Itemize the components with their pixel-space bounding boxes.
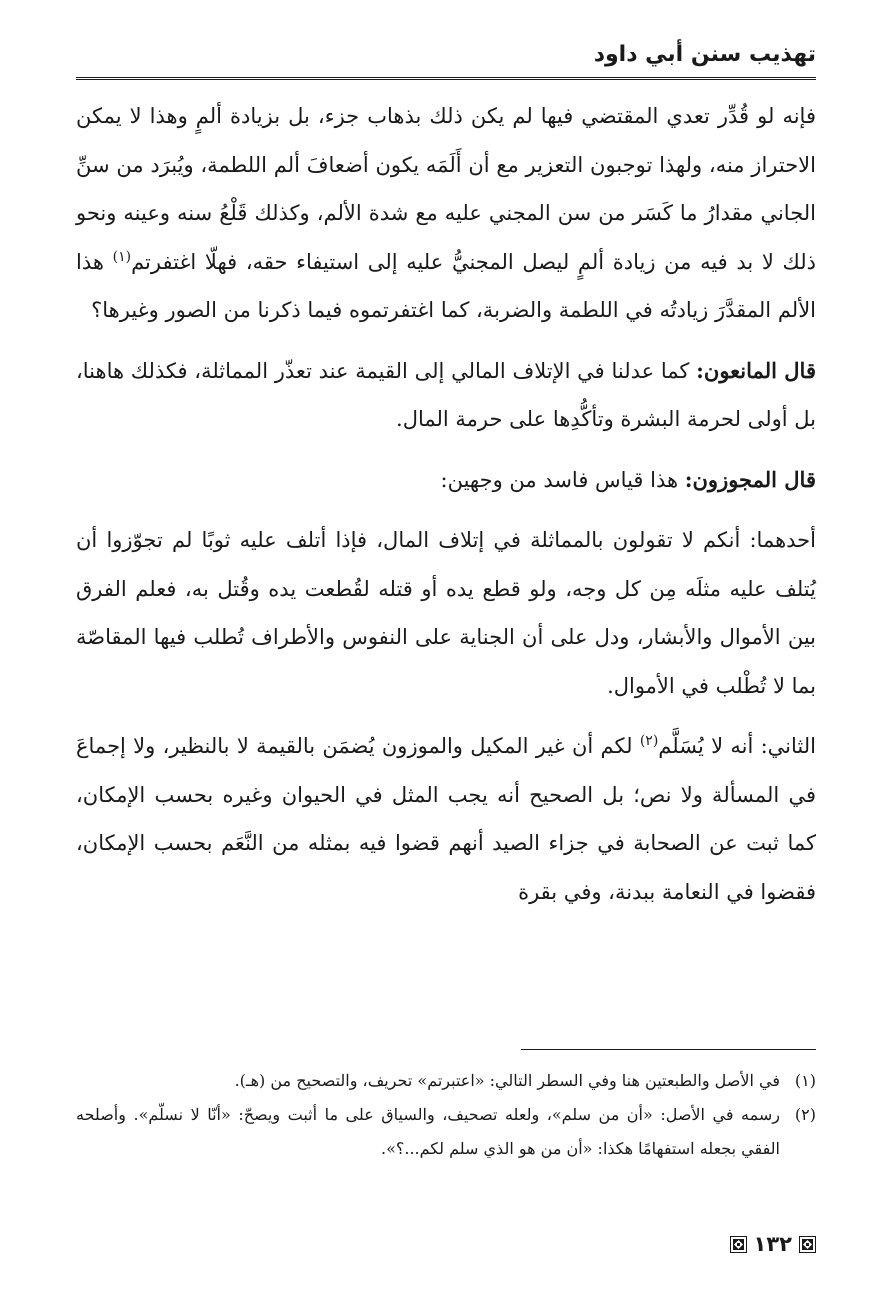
footnote-1: [76, 1064, 816, 1098]
paragraph-1-text: فإنه لو قُدِّر تعدي المقتضي فيها لم يكن ذلك بذهاب جزء، بل بزيادة ألمٍ وهذا لا يمكن الاحتراز منه، ولهذا توجبون التعزير مع أن أَلَمَه يكون أضعافَ ألم اللطمة، ويُبرَد من سنِّ الجاني مقدارُ ما كَسَر من سن المجني عليه مع شدة الألم، وكذلك قَلْعُ سنه وعينه ونحو ذلك لا بد فيه من زيادة ألمٍ ليصل المجنيُّ عليه إلى استيفاء حقه، فهلّا اغتفرتم: [76, 104, 817, 274]
ornament-icon: [799, 1236, 816, 1253]
footnote-divider: [521, 1049, 816, 1050]
paragraph-1-tail: هذا الألم المقدَّرَ زيادتُه في اللطمة والضربة، كما اغتفرتموه فيما ذكرنا من الصور وغيرها؟: [76, 249, 816, 322]
footnote-number: (٢): [794, 1105, 816, 1124]
paragraph-5-tail: لكم أن غير المكيل والموزون يُضمَن بالقيمة لا بالنظير، ولا إجماعَ في المسألة ولا نص؛ بل الصحيح أنه يجب المثل في الحيوان وغيره بحسب الإمكان، كما ثبت عن الصحابة في جزاء الصيد أنهم قضوا فيه بمثله من النَّعَم بحسب الإمكان، فقضوا في النعامة ببدنة، وفي بقرة: [76, 734, 816, 904]
main-text: [76, 92, 816, 928]
header-divider: [76, 77, 816, 80]
footnotes: [76, 1064, 816, 1166]
paragraph-4-text: أحدهما: أنكم لا تقولون بالمماثلة في إتلاف المال، فإذا أتلف عليه ثوبًا لم تجوّزوا أن يُتلف عليه مثلَه مِن كل وجه، ولو قطع يده أو قتله لقُطعت يده وقُتل به، فعلم الفرق بين الأموال والأبشار، ودل على أن الجناية على النفوس والأطراف تُطلب فيها المقاصّة بما لا تُطْلب في الأموال.: [76, 528, 816, 698]
paragraph-1: [76, 92, 816, 335]
paragraph-2-text: كما عدلنا في الإتلاف المالي إلى القيمة عند تعذّر المماثلة، فكذلك هاهنا، بل أولى لحرمة البشرة وتأكُّدِها على حرمة المال.: [76, 358, 816, 431]
ornament-icon: [730, 1236, 747, 1253]
footnote-2: [76, 1098, 816, 1166]
footnote-number: (١): [794, 1071, 816, 1090]
paragraph-2: [76, 347, 816, 444]
paragraph-3: [76, 456, 816, 505]
paragraph-5-text: الثاني: أنه لا يُسَلَّم: [658, 734, 816, 758]
paragraph-4: [76, 516, 816, 710]
page-footer: [730, 1232, 816, 1256]
footnote-ref-2[interactable]: (٢): [639, 733, 659, 749]
footnote-ref-1[interactable]: (١): [112, 248, 132, 265]
footnote-text: في الأصل والطبعتين هنا وفي السطر التالي: «اعتبرتم» تحريف، والتصحيح من (هـ).: [234, 1071, 780, 1090]
paragraph-5: [76, 722, 816, 916]
page-number: ١٣٢: [753, 1232, 792, 1256]
running-header: [76, 38, 816, 80]
book-title: تهذيب سنن أبي داود: [593, 42, 816, 67]
paragraph-3-text: هذا قياس فاسد من وجهين:: [440, 467, 685, 492]
footnote-text: رسمه في الأصل: «أن من سلم»، ولعله تصحيف، والسياق على ما أثبت ويصحّ: «أنّا لا نسلّم». وأصلحه الفقي بجعله استفهامًا هكذا: «أن من هو الذي سلم لكم...؟».: [76, 1105, 780, 1158]
speaker-label-permitters: قال المجوزون:: [684, 466, 816, 492]
speaker-label-opponents: قال المانعون:: [696, 357, 816, 383]
